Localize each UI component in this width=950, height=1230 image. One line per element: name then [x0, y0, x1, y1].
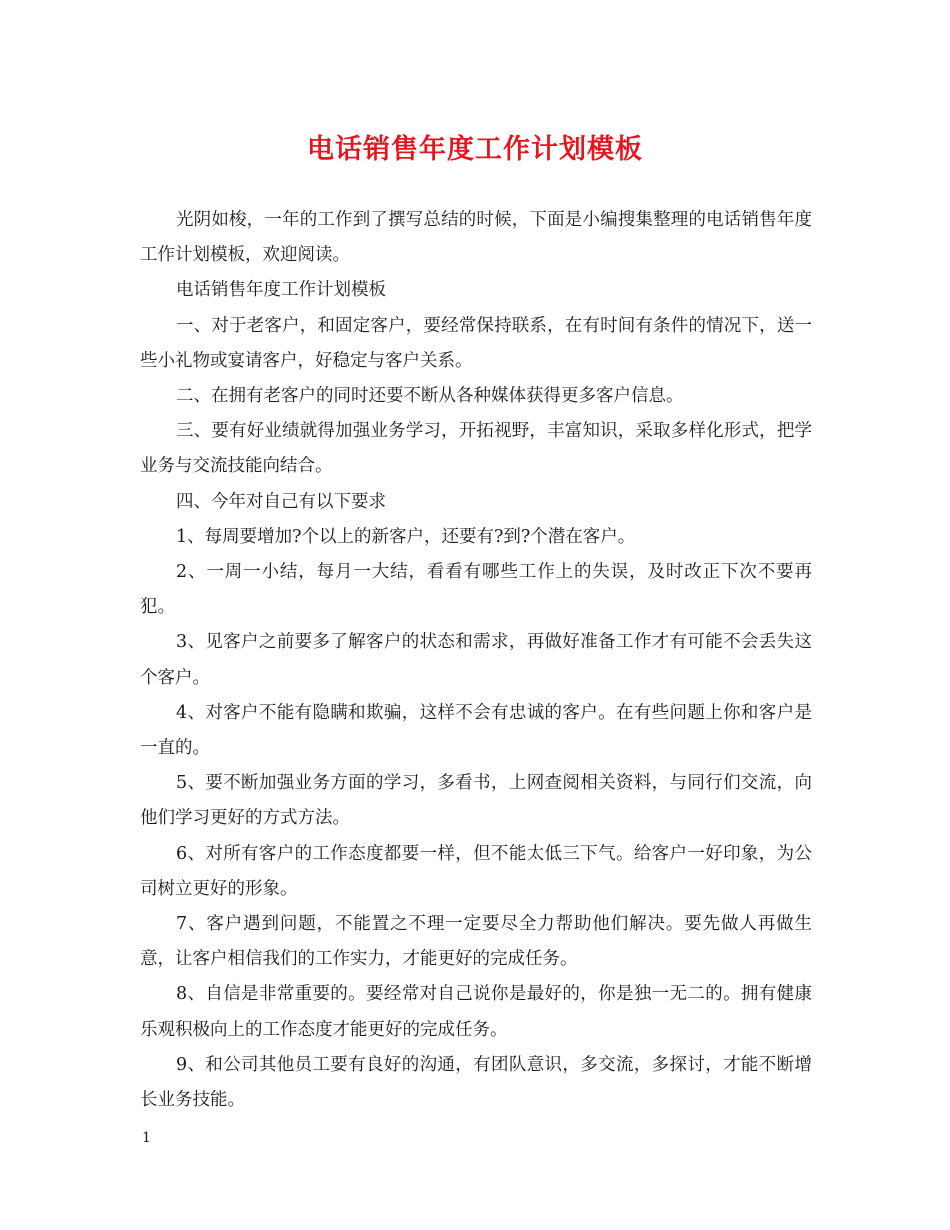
- paragraph-item-4: 四、今年对自己有以下要求: [176, 491, 386, 512]
- paragraph-item-1: 一、对于老客户，和固定客户，要经常保持联系，在有时间有条件的情况下，送一些小礼物或宴请客户，好稳定与客户关系。: [140, 315, 812, 371]
- paragraph-requirement-1: 1、每周要增加?个以上的新客户，还要有?到?个潜在客户。: [176, 526, 636, 547]
- page-number: 1: [142, 1130, 151, 1146]
- paragraph-requirement-7: 7、客户遇到问题，不能置之不理一定要尽全力帮助他们解决。要先做人再做生意，让客户相信我们的工作实力，才能更好的完成任务。: [140, 914, 812, 970]
- paragraph-requirement-3: 3、见客户之前要多了解客户的状态和需求，再做好准备工作才有可能不会丢失这个客户。: [140, 632, 812, 688]
- document-body: [140, 203, 812, 1118]
- document-title: 电话销售年度工作计划模板: [307, 134, 643, 165]
- paragraph-requirement-4: 4、对客户不能有隐瞒和欺骗，这样不会有忠诚的客户。在有些问题上你和客户是一直的。: [140, 702, 812, 759]
- paragraph-item-2: 二、在拥有老客户的同时还要不断从各种媒体获得更多客户信息。: [176, 386, 684, 407]
- paragraph-requirement-5: 5、要不断加强业务方面的学习，多看书，上网查阅相关资料，与同行们交流，向他们学习更好的方式方法。: [140, 773, 812, 829]
- paragraph-requirement-8: 8、自信是非常重要的。要经常对自己说你是最好的，你是独一无二的。拥有健康乐观积极向上的工作态度才能更好的完成任务。: [140, 984, 812, 1040]
- paragraph-item-3: 三、要有好业绩就得加强业务学习，开拓视野，丰富知识，采取多样化形式，把学业务与交流技能向结合。: [140, 421, 812, 477]
- paragraph-subtitle: 电话销售年度工作计划模板: [176, 280, 386, 301]
- paragraph-requirement-6: 6、对所有客户的工作态度都要一样，但不能太低三下气。给客户一好印象，为公司树立更好的形象。: [140, 843, 812, 899]
- paragraph-intro: 光阴如梭，一年的工作到了撰写总结的时候，下面是小编搜集整理的电话销售年度工作计划模板，欢迎阅读。: [140, 210, 812, 266]
- paragraph-requirement-9: 9、和公司其他员工要有良好的沟通，有团队意识，多交流，多探讨，才能不断增长业务技能。: [140, 1054, 812, 1111]
- paragraph-requirement-2: 2、一周一小结，每月一大结，看看有哪些工作上的失误，及时改正下次不要再犯。: [140, 562, 812, 618]
